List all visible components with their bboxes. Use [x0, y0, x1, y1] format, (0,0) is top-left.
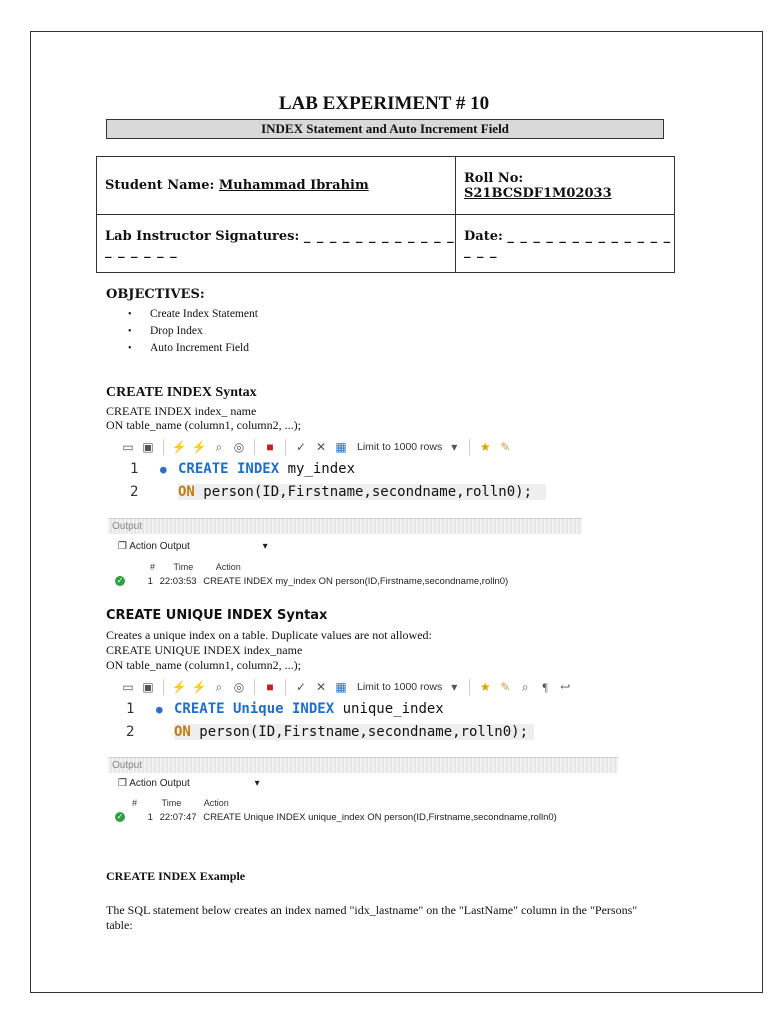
- objectives-list: [128, 306, 258, 357]
- commit-icon[interactable]: ✓: [295, 440, 307, 454]
- stop-icon[interactable]: ◎: [233, 440, 245, 454]
- explain-icon[interactable]: ⌕: [215, 440, 223, 454]
- success-check-icon: ✓: [116, 576, 124, 586]
- create-index-heading: CREATE INDEX Syntax: [106, 385, 257, 400]
- example-heading: CREATE INDEX Example: [106, 869, 246, 883]
- col-number: #: [132, 798, 138, 808]
- editor-toolbar: [120, 676, 573, 698]
- execute-current-icon[interactable]: ⚡: [191, 440, 207, 454]
- row-action: CREATE INDEX my_index ON person(ID,Firstname,secondname,rolln0): [203, 576, 509, 587]
- objective-item: • Drop Index: [128, 323, 258, 340]
- code-line: [130, 481, 546, 503]
- row-time: 22:07:47: [159, 812, 197, 823]
- line-number: 2: [126, 724, 135, 740]
- toolbar-divider: [285, 439, 286, 455]
- col-action: Action: [203, 798, 229, 808]
- copy-icon: ❐: [118, 778, 127, 789]
- toolbar-divider: [285, 679, 286, 695]
- sql-keyword: CREATE INDEX: [178, 461, 280, 477]
- sql-text: unique_index: [334, 701, 444, 717]
- limit-rows-select[interactable]: Limit to 1000 rows: [357, 681, 443, 693]
- invisible-chars-icon[interactable]: ¶: [542, 680, 548, 694]
- rollback-icon[interactable]: ✕: [315, 440, 327, 454]
- output-selector-label: Action Output: [129, 778, 190, 789]
- toolbar-divider: [163, 679, 164, 695]
- objectives-heading: OBJECTIVES:: [106, 287, 205, 302]
- autocommit-icon[interactable]: ▦: [335, 440, 347, 454]
- output-selector[interactable]: [118, 775, 260, 793]
- output-row[interactable]: [115, 811, 557, 825]
- create-unique-syntax-line1: CREATE UNIQUE INDEX index_name: [106, 643, 303, 657]
- signature-label: Lab Instructor Signatures:: [105, 228, 300, 244]
- rollback-icon[interactable]: ✕: [315, 680, 327, 694]
- col-time: Time: [173, 562, 194, 572]
- brush-icon[interactable]: ✎: [500, 440, 511, 454]
- statement-dot-icon: ●: [156, 703, 163, 716]
- student-name-cell: [97, 157, 456, 215]
- row-time: 22:03:53: [159, 576, 197, 587]
- subtitle-box: INDEX Statement and Auto Increment Field: [106, 119, 664, 139]
- beautify-icon[interactable]: ★: [479, 680, 491, 694]
- autocommit-icon[interactable]: ▦: [335, 680, 347, 694]
- save-icon[interactable]: ▣: [142, 680, 154, 694]
- example-text: The SQL statement below creates an index named "idx_lastname" on the "LastName" column in the "Persons" table:: [106, 903, 638, 932]
- code-line: [126, 698, 534, 721]
- create-unique-syntax-line2: ON table_name (column1, column2, ...);: [106, 658, 301, 672]
- commit-icon[interactable]: ✓: [295, 680, 307, 694]
- roll-no-label: Roll No:: [464, 170, 524, 186]
- create-unique-heading: CREATE UNIQUE INDEX Syntax: [106, 608, 328, 623]
- sql-keyword: CREATE Unique INDEX: [174, 701, 335, 717]
- student-info-table: [96, 156, 675, 273]
- chevron-down-icon: ▾: [254, 778, 260, 789]
- objective-item: • Auto Increment Field: [128, 340, 258, 357]
- chevron-down-icon: ▾: [262, 541, 268, 552]
- chevron-down-icon[interactable]: ▾: [451, 680, 458, 694]
- chevron-down-icon[interactable]: ▾: [451, 440, 458, 454]
- output-column-headers: [132, 797, 432, 809]
- create-unique-desc: Creates a unique index on a table. Duplicate values are not allowed:: [106, 628, 432, 642]
- save-icon[interactable]: ▣: [142, 440, 154, 454]
- beautify-icon[interactable]: ★: [479, 440, 491, 454]
- toolbar-divider: [254, 679, 255, 695]
- output-panel-header: Output: [108, 757, 618, 773]
- copy-icon: ❐: [118, 541, 127, 552]
- sql-keyword: ON: [174, 724, 191, 740]
- wrap-icon[interactable]: ↩: [560, 680, 571, 694]
- toolbar-divider: [254, 439, 255, 455]
- lab-title: LAB EXPERIMENT # 10: [278, 93, 490, 114]
- output-column-headers: [150, 561, 450, 573]
- toolbar-divider: [163, 439, 164, 455]
- toolbar-divider: [469, 439, 470, 455]
- objective-item: • Create Index Statement: [128, 306, 258, 323]
- editor-toolbar: [120, 436, 513, 458]
- col-action: Action: [215, 562, 241, 572]
- sql-keyword: ON: [178, 484, 195, 500]
- output-panel-header: Output: [108, 518, 582, 534]
- toggle-error-icon[interactable]: ■: [266, 440, 274, 454]
- toggle-error-icon[interactable]: ■: [266, 680, 274, 694]
- date-blank: _ _ _ _ _ _ _ _ _ _ _ _ _ _ _ _: [464, 228, 672, 259]
- line-number: 1: [126, 701, 135, 717]
- toolbar-divider: [469, 679, 470, 695]
- open-folder-icon[interactable]: ▭: [122, 680, 134, 694]
- sql-text: person(ID,Firstname,secondname,rolln0);: [194, 484, 533, 500]
- create-index-syntax-line1: CREATE INDEX index_ name: [106, 404, 257, 418]
- code-line: [130, 458, 546, 481]
- col-time: Time: [161, 798, 182, 808]
- code-editor[interactable]: [130, 458, 546, 503]
- student-name-label: Student Name:: [105, 178, 215, 193]
- roll-no-cell: [456, 157, 675, 215]
- col-number: #: [150, 562, 156, 572]
- execute-current-icon[interactable]: ⚡: [191, 680, 207, 694]
- create-index-syntax-line2: ON table_name (column1, column2, ...);: [106, 418, 301, 432]
- execute-icon[interactable]: ⚡: [171, 440, 187, 454]
- brush-icon[interactable]: ✎: [500, 680, 511, 694]
- code-line: [126, 721, 534, 743]
- date-label: Date:: [464, 228, 503, 244]
- stop-icon[interactable]: ◎: [233, 680, 245, 694]
- success-check-icon: ✓: [116, 812, 124, 822]
- line-number: 1: [130, 461, 139, 477]
- output-row[interactable]: [115, 575, 508, 589]
- limit-rows-select[interactable]: Limit to 1000 rows: [357, 441, 443, 453]
- explain-icon[interactable]: ⌕: [215, 680, 223, 694]
- code-editor[interactable]: [126, 698, 534, 743]
- row-number: 1: [147, 812, 153, 823]
- execute-icon[interactable]: ⚡: [171, 680, 187, 694]
- statement-dot-icon: ●: [160, 463, 167, 476]
- signature-cell: [97, 215, 456, 273]
- roll-no-value: S21BCSDF1M02033: [464, 185, 612, 201]
- date-cell: [456, 215, 675, 273]
- row-action: CREATE Unique INDEX unique_index ON person(ID,Firstname,secondname,rolln0): [203, 812, 557, 823]
- output-selector-label: Action Output: [129, 541, 190, 552]
- line-number: 2: [130, 484, 139, 500]
- output-selector[interactable]: [118, 538, 268, 556]
- student-name-value: Muhammad Ibrahim: [218, 178, 369, 193]
- search-icon[interactable]: ⌕: [521, 680, 529, 694]
- signature-blank: _ _ _ _ _ _ _ _ _ _ _ _ _ _ _ _ _ _: [105, 228, 455, 259]
- sql-text: person(ID,Firstname,secondname,rolln0);: [190, 724, 529, 740]
- open-folder-icon[interactable]: ▭: [122, 440, 134, 454]
- row-number: 1: [147, 576, 153, 587]
- sql-text: my_index: [279, 461, 356, 477]
